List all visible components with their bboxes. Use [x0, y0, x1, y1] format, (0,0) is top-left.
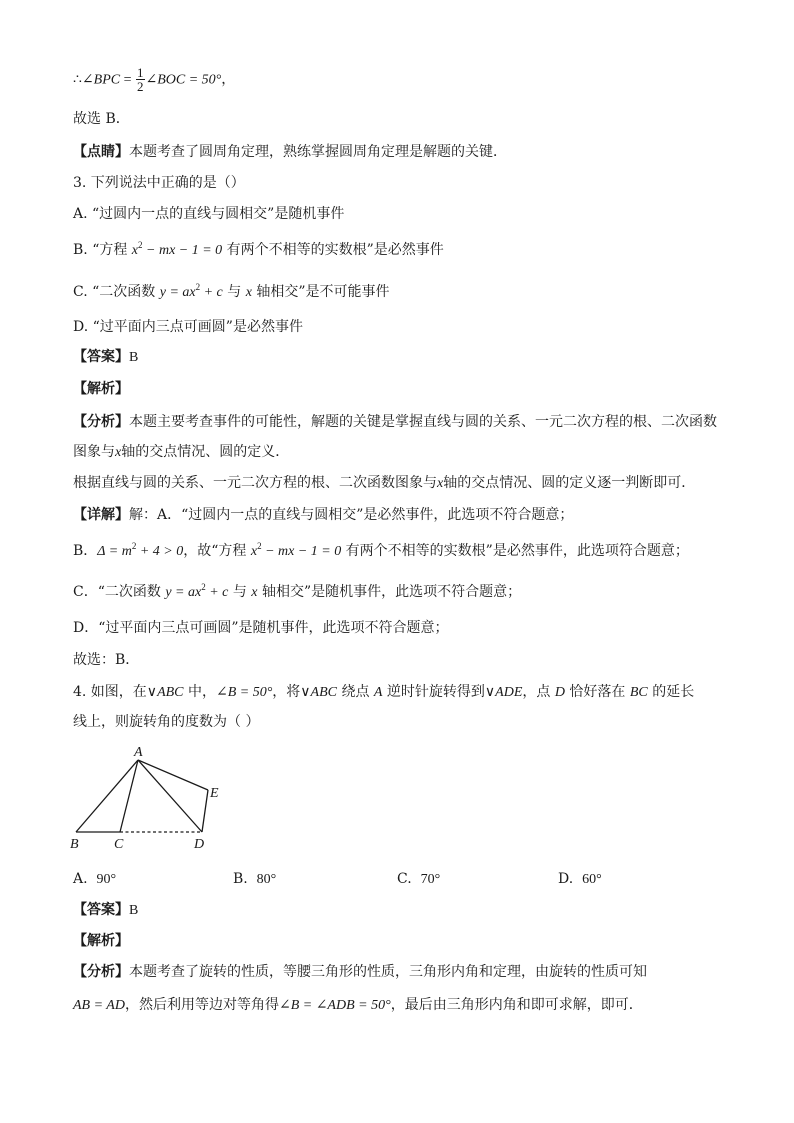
analysis-text: 轴的交点情况、圆的定义逐一判断即可． [443, 475, 696, 491]
discriminant-rest: + 4 > 0 [136, 544, 184, 559]
derivation-line [73, 66, 235, 93]
q3-analysis-1 [73, 413, 717, 431]
q3-c-text-2: 与 [222, 284, 246, 300]
analysis-text: ，然后利用等边对等角得 [124, 997, 279, 1013]
q4-analysis-1 [73, 963, 647, 981]
exponent: 2 [257, 541, 262, 551]
q4-option-b [233, 871, 276, 888]
discriminant: Δ = m [97, 544, 132, 559]
q4-option-c [397, 871, 440, 888]
var-x: x [115, 445, 122, 460]
exponent: 2 [131, 541, 137, 551]
triangle-abc: ABC [310, 685, 337, 700]
angle-b: ∠B = 50° [215, 685, 273, 700]
stem-text: ，点 [522, 684, 555, 700]
stem-text: 的延长 [647, 684, 695, 700]
q3-option-d: D. “过平面内三点可画圆”是必然事件 [73, 319, 303, 335]
angle-equality: ∠B = ∠ADB = 50° [278, 998, 391, 1013]
q4-option-d [558, 871, 602, 888]
detail-text: 解：A．“过圆内一点的直线与圆相交”是必然事件，此选项不符合题意； [129, 507, 574, 523]
analysis-text: 图象与 [73, 444, 115, 460]
fraction-half [136, 66, 145, 93]
segment-ae [138, 760, 208, 790]
detail-text: B． [73, 543, 98, 559]
triangle-abc: ABC [157, 685, 184, 700]
detail-text: C．“二次函数 [73, 584, 166, 600]
detail-text: ，故“方程 [183, 543, 251, 559]
rotation-figure [66, 742, 236, 854]
q3-analysis-3 [73, 474, 695, 493]
stem-text: 4. 如图，在∨ [73, 684, 158, 700]
point-d: D [554, 685, 565, 700]
q3-option-a: A. “过圆内一点的直线与圆相交”是随机事件 [73, 206, 345, 222]
equation-rest: − mx − 1 = 0 [142, 243, 223, 258]
q3-stem: 3. 下列说法中正确的是（） [73, 175, 245, 191]
fraction-numerator: 1 [137, 65, 144, 80]
q3-detail-c [73, 583, 521, 602]
q4-option-a [73, 871, 116, 888]
var-x: x [437, 476, 444, 491]
stem-text: 绕点 [337, 684, 374, 700]
remark-text: 本题考查了圆周角定理，熟练掌握圆周角定理是解题的关键． [129, 144, 507, 160]
triangle-ade: ADE [495, 685, 523, 700]
analysis-text: 轴的交点情况、圆的定义． [121, 444, 290, 460]
analysis-label: 【分析】 [73, 414, 129, 430]
q3-detail-a [73, 506, 573, 524]
option-value: 60° [582, 872, 602, 887]
analysis-text: 本题主要考查事件的可能性，解题的关键是掌握直线与圆的关系、一元二次方程的根、二次函数 [129, 414, 717, 430]
analysis-text: ，最后由三角形内角和即可求解，即可． [390, 997, 643, 1013]
analysis-text: 根据直线与圆的关系、一元二次方程的根、二次函数图象与 [73, 475, 437, 491]
option-value: 70° [420, 872, 441, 887]
stem-text: 中， [183, 684, 216, 700]
q4-analysis-tag: 【解析】 [73, 933, 129, 949]
option-key: A. [73, 871, 88, 887]
var-x: x [245, 285, 252, 300]
function-expr: y = ax [159, 285, 196, 300]
comma: ， [221, 71, 236, 88]
label-e: E [210, 786, 219, 801]
q3-analysis-2 [73, 443, 289, 462]
detail-label: 【详解】 [73, 507, 129, 523]
var-x: x [250, 544, 258, 559]
label-c: C [114, 837, 124, 852]
equation-rest: − mx − 1 = 0 [261, 544, 342, 559]
point-a: A [373, 685, 383, 700]
segment-ed [202, 790, 208, 832]
option-value: 90° [96, 872, 117, 887]
option-key: B. [233, 871, 248, 887]
q4-analysis-2 [73, 996, 643, 1015]
fraction-denominator: 2 [137, 79, 144, 94]
q4-stem-1 [73, 683, 694, 702]
q3-c-text-3: 轴相交”是不可能事件 [251, 284, 390, 300]
q4-stem-2: 线上，则旋转角的度数为（ ） [73, 714, 260, 730]
segment-ad [138, 760, 202, 832]
remark-line [73, 143, 507, 161]
analysis-label: 【分析】 [73, 964, 129, 980]
exponent: 2 [195, 282, 201, 292]
angle-boc: ∠BOC = 50° [145, 72, 222, 88]
stem-text: ，将∨ [272, 684, 311, 700]
answer-tag: 【答案】 [73, 349, 129, 365]
stem-text: 逆时针旋转得到∨ [382, 684, 496, 700]
option-value: 80° [256, 872, 277, 887]
function-expr: y = ax [165, 585, 202, 600]
q3-detail-b [73, 542, 689, 561]
var-x: x [131, 243, 139, 258]
q3-option-c [73, 283, 390, 302]
label-a: A [134, 745, 143, 760]
detail-text: 有两个不相等的实数根”是必然事件，此选项符合题意； [341, 543, 689, 559]
detail-text: 轴相交”是随机事件，此选项不符合题意； [257, 584, 522, 600]
analysis-text: 本题考查了旋转的性质，等腰三角形的性质，三角形内角和定理，由旋转的性质可知 [129, 964, 647, 980]
therefore-symbol: ∴ [73, 72, 82, 88]
angle-bpc: ∠BPC [81, 72, 121, 88]
q3-b-text-2: 有两个不相等的实数根”是必然事件 [222, 242, 444, 258]
detail-text: 与 [228, 584, 252, 600]
var-x: x [251, 585, 258, 600]
stem-text: 恰好落在 [564, 684, 630, 700]
q3-choose: 故选：B． [73, 652, 140, 668]
answer-value: B [129, 903, 139, 918]
answer-tag: 【答案】 [73, 902, 129, 918]
answer-value: B [129, 350, 139, 365]
remark-tag: 【点睛】 [73, 144, 129, 160]
q3-analysis-tag: 【解析】 [73, 381, 129, 397]
equals: = [120, 72, 135, 88]
option-key: C. [397, 871, 412, 887]
q4-answer [73, 901, 138, 920]
q3-answer [73, 348, 138, 367]
option-key: D. [558, 871, 574, 887]
q3-c-text-1: C. “二次函数 [73, 284, 160, 300]
exponent: 2 [138, 240, 143, 250]
exponent: 2 [201, 582, 206, 592]
q3-option-b [73, 241, 444, 260]
label-d: D [194, 837, 205, 852]
label-b: B [70, 837, 79, 852]
segment-bc: BC [629, 685, 648, 700]
q3-detail-d: D．“过平面内三点可画圆”是随机事件，此选项不符合题意； [73, 620, 449, 636]
function-expr-rest: + c [200, 285, 223, 300]
choice-line: 故选 B． [73, 111, 130, 127]
ab-equals-ad: AB = AD [73, 998, 125, 1013]
q3-b-text-1: B. “方程 [73, 242, 132, 258]
function-expr-rest: + c [205, 585, 229, 600]
